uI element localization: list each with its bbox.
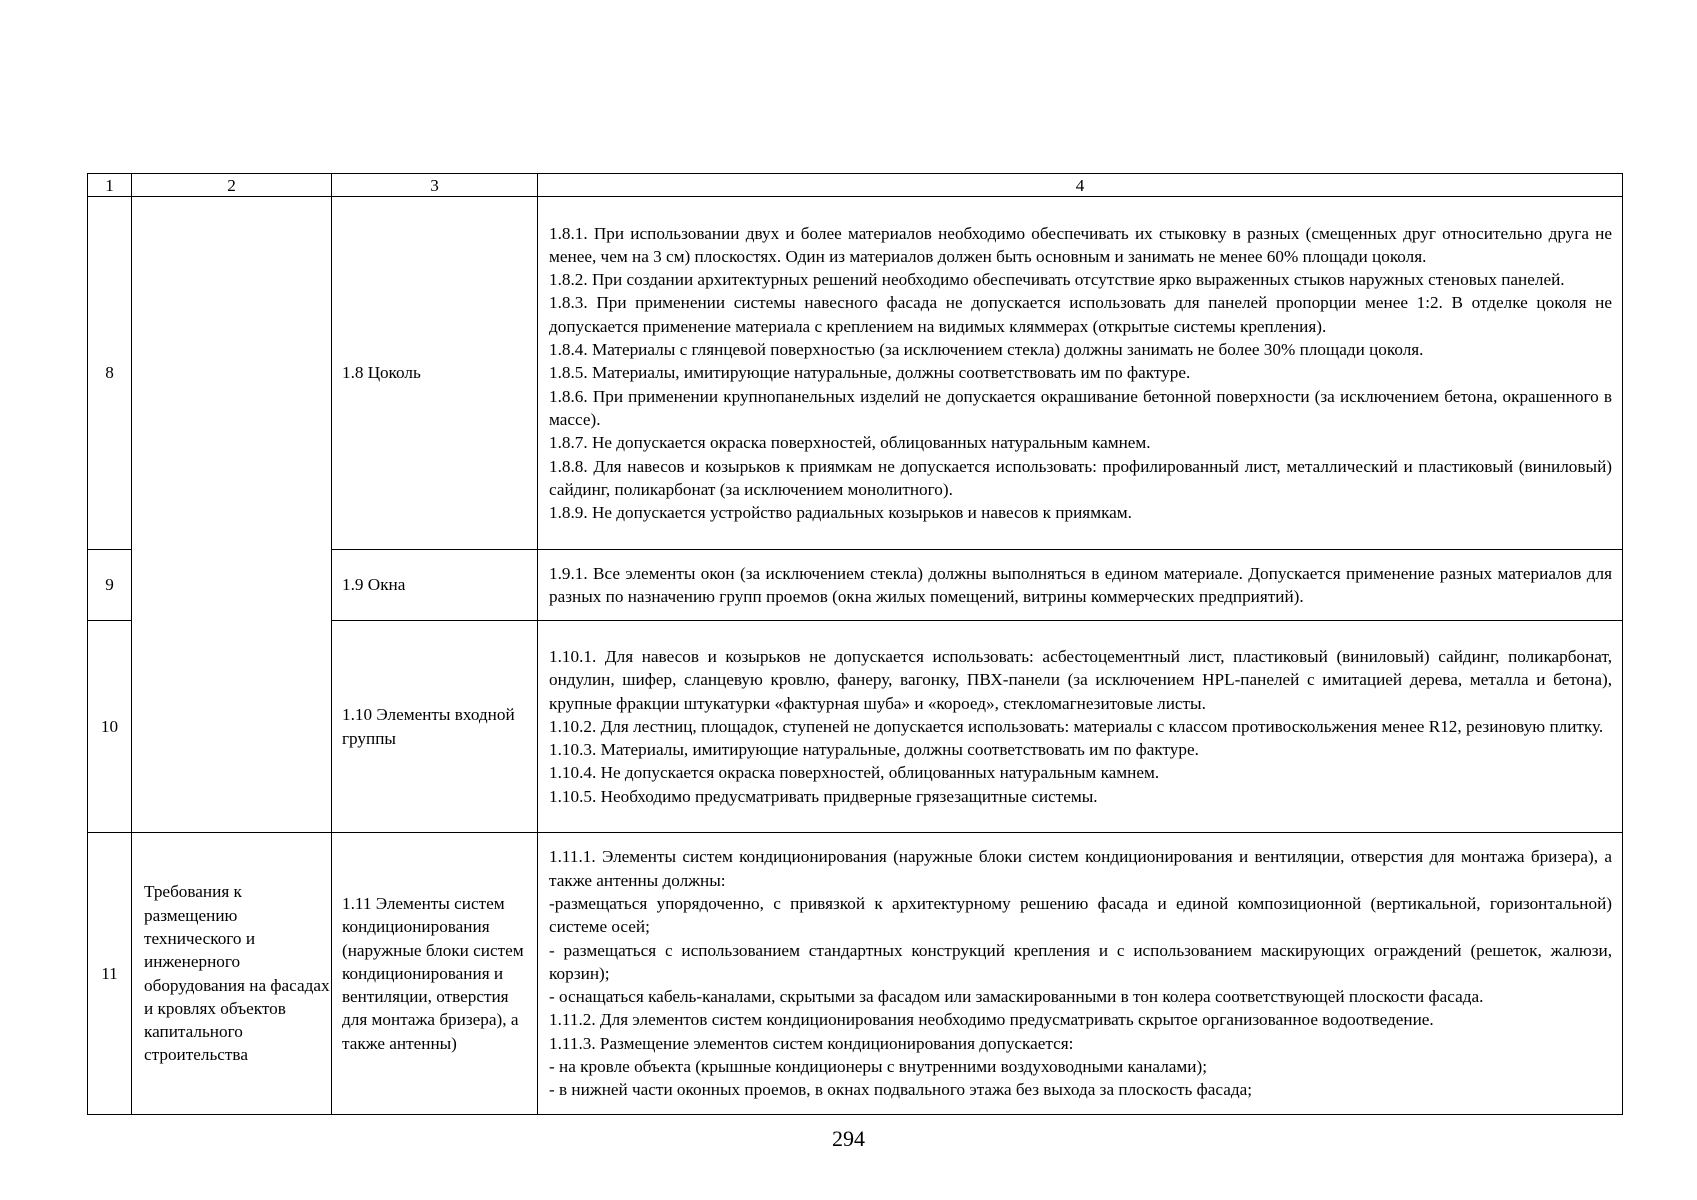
page-number: 294	[832, 1126, 865, 1151]
requirement-item: - в нижней части оконных проемов, в окнах подвального этажа без выхода за плоскость фасада;	[549, 1080, 1252, 1100]
requirements-table	[87, 173, 1623, 1115]
row-number: 9	[88, 550, 132, 621]
requirements-cell	[538, 550, 1623, 621]
element-cell: 1.11 Элементы систем кондиционирования (наружные блоки систем кондиционирования и вентиляции, отверстия для монтажа бризера), а также антенны)	[332, 833, 538, 1115]
requirement-item: 1.10.2. Для лестниц, площадок, ступеней не допускается использовать: материалы с классом противоскольжения менее R12, резиновую плитку.	[549, 716, 1604, 736]
element-cell: 1.8 Цоколь	[332, 197, 538, 550]
requirement-item: 1.8.5. Материалы, имитирующие натуральные, должны соответствовать им по фактуре.	[549, 363, 1191, 383]
requirement-item: 1.8.1. При использовании двух и более материалов необходимо обеспечивать их стыковку в разных (смещенных друг относительно друга не менее, чем на 3 см) плоскостях. Один из материалов должен быть основным и занимать не менее 60% площади цоколя.	[549, 223, 1612, 266]
requirement-item: 1.11.3. Размещение элементов систем кондиционирования допускается:	[549, 1033, 1074, 1053]
requirement-item: 1.8.8. Для навесов и козырьков к приямкам не допускается использовать: профилированный лист, металлический и пластиковый (виниловый) сайдинг, поликарбонат (за исключением монолитного).	[549, 456, 1612, 499]
header-cell-3: 3	[332, 174, 538, 197]
header-row	[88, 174, 1623, 197]
category-cell-empty	[132, 197, 332, 833]
requirement-item: 1.10.5. Необходимо предусматривать придверные грязезащитные системы.	[549, 786, 1098, 806]
requirement-item: 1.8.2. При создании архитектурных решений необходимо обеспечивать отсутствие ярко выраженных стыков наружных стеновых панелей.	[549, 270, 1565, 290]
requirement-item: 1.9.1. Все элементы окон (за исключением стекла) должны выполняться в едином материале. Допускается применение разных материалов для разных по назначению групп проемов (окна жилых помещений, витрины коммерческих предприятий).	[549, 563, 1612, 606]
requirements-cell	[538, 621, 1623, 833]
requirements-cell	[538, 197, 1623, 550]
requirement-item: 1.11.2. Для элементов систем кондиционирования необходимо предусматривать скрытое организованное водоотведение.	[549, 1010, 1434, 1030]
row-number: 10	[88, 621, 132, 833]
header-cell-2: 2	[132, 174, 332, 197]
requirement-item: 1.8.7. Не допускается окраска поверхностей, облицованных натуральным камнем.	[549, 433, 1151, 453]
category-cell: Требования к размещению технического и инженерного оборудования на фасадах и кровлях объектов капитального строительства	[132, 833, 332, 1115]
table-row-8	[88, 197, 1623, 550]
requirement-item: - оснащаться кабель-каналами, скрытыми за фасадом или замаскированными в тон колера соответствующей плоскости фасада.	[549, 987, 1484, 1007]
requirement-item: -размещаться упорядоченно, с привязкой к архитектурному решению фасада и единой композиционной (вертикальной, горизонтальной) системе осей;	[549, 893, 1612, 937]
requirement-item: 1.8.6. При применении крупнопанельных изделий не допускается окрашивание бетонной поверхности (за исключением бетона, окрашенного в массе).	[549, 386, 1612, 429]
requirement-item: 1.8.3. При применении системы навесного фасада не допускается использовать для панелей пропорции менее 1:2. В отделке цоколя не допускается применение материала с креплением на видимых кляммерах (открытые системы крепления).	[549, 293, 1612, 336]
requirement-item: 1.8.9. Не допускается устройство радиальных козырьков и навесов к приямкам.	[549, 503, 1132, 523]
header-cell-1: 1	[88, 174, 132, 197]
requirement-item: 1.10.3. Материалы, имитирующие натуральные, должны соответствовать им по фактуре.	[549, 740, 1199, 760]
requirement-item: - на кровле объекта (крышные кондиционеры с внутренними воздуховодными каналами);	[549, 1057, 1207, 1077]
requirement-item: 1.11.1. Элементы систем кондиционирования (наружные блоки систем кондиционирования и вентиляции, отверстия для монтажа бризера), а также антенны должны:	[549, 847, 1612, 890]
row-number: 11	[88, 833, 132, 1115]
header-cell-4: 4	[538, 174, 1623, 197]
table-row-11	[88, 833, 1623, 1115]
row-number: 8	[88, 197, 132, 550]
requirement-item: 1.8.4. Материалы с глянцевой поверхностью (за исключением стекла) должны занимать не более 30% площади цоколя.	[549, 340, 1424, 360]
requirement-item: - размещаться с использованием стандартных конструкций крепления и с использованием маскирующих ограждений (решеток, жалюзи, корзин);	[549, 940, 1612, 983]
element-cell: 1.10 Элементы входной группы	[332, 621, 538, 833]
requirement-item: 1.10.4. Не допускается окраска поверхностей, облицованных натуральным камнем.	[549, 763, 1160, 783]
requirement-item: 1.10.1. Для навесов и козырьков не допускается использовать: асбестоцементный лист, пластиковый (виниловый) сайдинг, поликарбонат, ондулин, шифер, сланцевую кровлю, фанеру, вагонку, ПВХ-панели (за исключением HPL-панелей с имитацией дерева, металла и бетона), крупные фракции штукатурки «фактурная шуба» и «короед», стекломагнезитовые листы.	[549, 646, 1612, 713]
requirements-cell	[538, 833, 1623, 1115]
element-cell: 1.9 Окна	[332, 550, 538, 621]
